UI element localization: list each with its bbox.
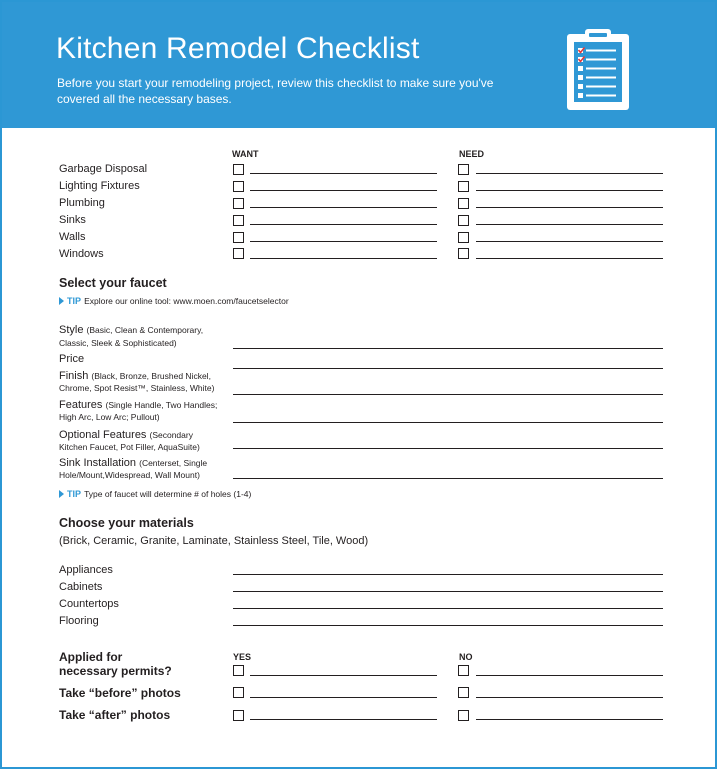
field-detail-line2: Classic, Sleek & Sophisticated) (59, 338, 177, 348)
field-detail-line2: High Arc, Low Arc; Pullout) (59, 412, 160, 422)
want-checkbox[interactable] (233, 198, 244, 209)
want-line[interactable] (250, 173, 437, 174)
item-label: Windows (59, 248, 104, 260)
want-checkbox[interactable] (233, 181, 244, 192)
need-line[interactable] (476, 173, 663, 174)
field-label-line1 (59, 399, 217, 411)
field-detail: (Centerset, Single (139, 458, 208, 468)
faucet-heading: Select your faucet (59, 276, 167, 290)
field-line[interactable] (233, 348, 663, 349)
want-line[interactable] (250, 241, 437, 242)
faucet-tip (59, 295, 289, 307)
item-label: Lighting Fixtures (59, 180, 140, 192)
want-line[interactable] (250, 190, 437, 191)
no-column-header: NO (459, 652, 473, 662)
item-label: Sinks (59, 214, 86, 226)
need-checkbox[interactable] (458, 181, 469, 192)
no-line[interactable] (476, 675, 663, 676)
field-label-line1 (59, 429, 193, 441)
clipboard-checklist-icon (564, 28, 634, 116)
want-checkbox[interactable] (233, 248, 244, 259)
need-checkbox[interactable] (458, 198, 469, 209)
tip-text: Type of faucet will determine # of holes (1-4) (84, 489, 252, 499)
field-label: Optional Features (59, 429, 147, 441)
item-label-line1: Take “before” photos (59, 686, 181, 700)
item-label: Countertops (59, 598, 119, 610)
item-label-line1: Take “after” photos (59, 708, 171, 722)
item-label-line1: Applied for (59, 650, 123, 664)
need-checkbox[interactable] (458, 248, 469, 259)
want-checkbox[interactable] (233, 232, 244, 243)
field-label-line1 (59, 353, 84, 365)
field-label-line1 (59, 324, 203, 336)
field-label: Style (59, 324, 84, 336)
item-label: Garbage Disposal (59, 163, 148, 175)
tip-text: Explore our online tool: www.moen.com/faucetselector (84, 296, 289, 306)
faucet-tip-2 (59, 488, 251, 500)
need-line[interactable] (476, 258, 663, 259)
field-line[interactable] (233, 394, 663, 395)
tip-arrow-icon (59, 490, 64, 498)
header-banner (2, 2, 715, 128)
item-label: Cabinets (59, 581, 103, 593)
yes-line[interactable] (250, 675, 437, 676)
yes-checkbox[interactable] (233, 665, 244, 676)
field-detail-line2: Kitchen Faucet, Pot Filler, AquaSuite) (59, 442, 200, 452)
want-line[interactable] (250, 207, 437, 208)
need-line[interactable] (476, 241, 663, 242)
item-label: Flooring (59, 615, 99, 627)
field-line[interactable] (233, 574, 663, 575)
field-detail-line2: Chrome, Spot Resist™, Stainless, White) (59, 383, 215, 393)
field-detail-line2: Hole/Mount,Widespread, Wall Mount) (59, 470, 200, 480)
tip-arrow-icon (59, 297, 64, 305)
no-line[interactable] (476, 719, 663, 720)
need-line[interactable] (476, 190, 663, 191)
field-detail: (Black, Bronze, Brushed Nickel, (91, 371, 211, 381)
field-line[interactable] (233, 625, 663, 626)
field-label: Features (59, 399, 103, 411)
item-label-line2: necessary permits? (59, 664, 172, 678)
yes-checkbox[interactable] (233, 710, 244, 721)
field-label-line1 (59, 457, 207, 469)
field-label: Sink Installation (59, 457, 137, 469)
yes-line[interactable] (250, 719, 437, 720)
field-detail: (Single Handle, Two Handles; (105, 400, 218, 410)
want-line[interactable] (250, 258, 437, 259)
no-line[interactable] (476, 697, 663, 698)
need-checkbox[interactable] (458, 215, 469, 226)
need-column-header: NEED (459, 149, 485, 159)
need-checkbox[interactable] (458, 164, 469, 175)
item-label: Walls (59, 231, 86, 243)
field-label-line1 (59, 370, 211, 382)
need-line[interactable] (476, 224, 663, 225)
field-label: Price (59, 353, 85, 365)
materials-heading: Choose your materials (59, 516, 194, 530)
field-line[interactable] (233, 608, 663, 609)
no-checkbox[interactable] (458, 710, 469, 721)
tip-label: TIP (67, 296, 82, 306)
want-checkbox[interactable] (233, 215, 244, 226)
yes-line[interactable] (250, 697, 437, 698)
yes-column-header: YES (233, 652, 252, 662)
item-label: Appliances (59, 564, 113, 576)
field-detail: (Secondary (149, 430, 193, 440)
want-line[interactable] (250, 224, 437, 225)
field-label: Finish (59, 370, 89, 382)
yes-checkbox[interactable] (233, 687, 244, 698)
want-checkbox[interactable] (233, 164, 244, 175)
want-column-header: WANT (232, 149, 259, 159)
need-checkbox[interactable] (458, 232, 469, 243)
field-detail: (Basic, Clean & Contemporary, (86, 325, 204, 335)
materials-subheading: (Brick, Ceramic, Granite, Laminate, Stainless Steel, Tile, Wood) (59, 535, 369, 547)
field-line[interactable] (233, 478, 663, 479)
field-line[interactable] (233, 591, 663, 592)
field-line[interactable] (233, 448, 663, 449)
no-checkbox[interactable] (458, 687, 469, 698)
field-line[interactable] (233, 368, 663, 369)
no-checkbox[interactable] (458, 665, 469, 676)
field-line[interactable] (233, 422, 663, 423)
item-label: Plumbing (59, 197, 105, 209)
page-subtitle: Before you start your remodeling project, review this checklist to make sure you've covered all the necessary bases. (57, 76, 494, 106)
need-line[interactable] (476, 207, 663, 208)
page-title: Kitchen Remodel Checklist (56, 32, 420, 65)
tip-label: TIP (67, 489, 82, 499)
